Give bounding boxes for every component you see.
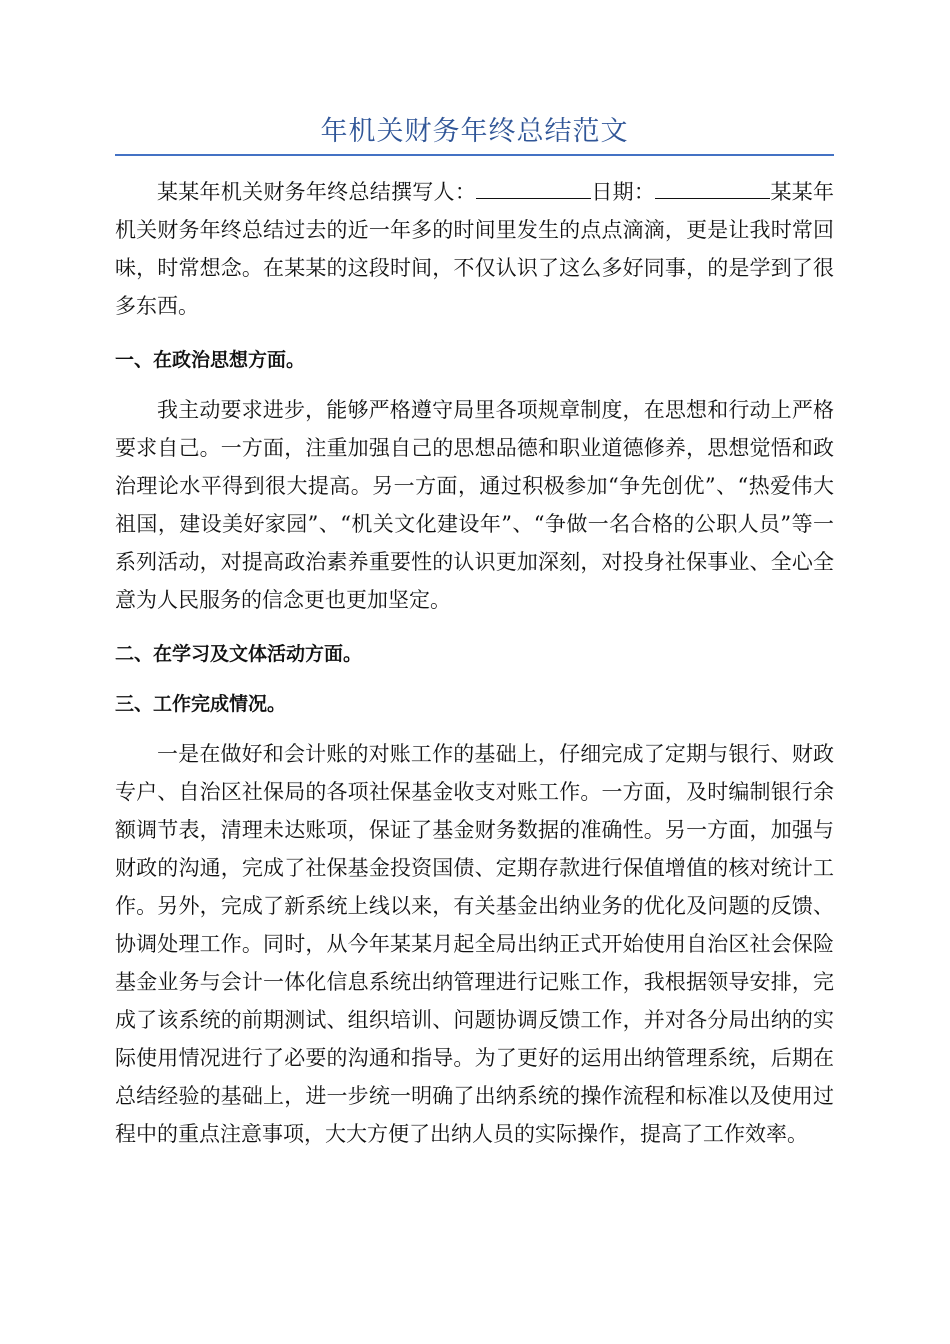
document-title: 年机关财务年终总结范文 — [320, 116, 629, 147]
section-body-work: 一是在做好和会计账的对账工作的基础上，仔细完成了定期与银行、财政专户、自治区社保局的各项社保基金收支对账工作。一方面，及时编制银行余额调节表，清理未达账项，保证了基金财务数据的准确性。另一方面，加强与财政的沟通，完成了社保基金投资国债、定期存款进行保值增值的核对统计工作。另外，完成了新系统上线以来，有关基金出纳业务的优化及问题的反馈、协调处理工作。同时，从今年某某月起全局出纳正式开始使用自治区社会保险基金业务与会计一体化信息系统出纳管理进行记账工作，我根据领导安排，完成了该系统的前期测试、组织培训、问题协调反馈工作，并对各分局出纳的实际使用情况进行了必要的沟通和指导。为了更好的运用出纳管理系统，后期在总结经验的基础上，进一步统一明确了出纳系统的操作流程和标准以及使用过程中的重点注意事项，大大方便了出纳人员的实际操作，提高了工作效率。 — [115, 742, 834, 1146]
date-blank — [655, 176, 770, 199]
author-blank — [476, 176, 591, 199]
section-body-politics: 我主动要求进步，能够严格遵守局里各项规章制度，在思想和行动上严格要求自己。一方面，注重加强自己的思想品德和职业道德修养，思想觉悟和政治理论水平得到很大提高。另一方面，通过积极参加“争先创优”、“热爱伟大祖国，建设美好家园”、“机关文化建设年”、“争做一名合格的公职人员”等一系列活动，对提高政治素养重要性的认识更加深刻，对投身社保事业、全心全意为人民服务的信念更也更加坚定。 — [115, 398, 834, 612]
author-label: 某某年机关财务年终总结撰写人： — [157, 180, 477, 204]
intro-text: 某某年机关财务年终总结过去的近一年多的时间里发生的点点滴滴，更是让我时常回味，时常想念。在某某的这段时间，不仅认识了这么多好同事，的是学到了很多东西。 — [115, 180, 835, 318]
document-body — [115, 173, 834, 1153]
section-heading-politics: 一、在政治思想方面。 — [115, 349, 306, 371]
section-heading-study: 二、在学习及文体活动方面。 — [115, 643, 363, 665]
intro-paragraph — [115, 173, 834, 325]
section-heading-work: 三、工作完成情况。 — [115, 693, 287, 715]
title-underline — [115, 154, 834, 156]
date-label: 日期： — [591, 180, 656, 204]
